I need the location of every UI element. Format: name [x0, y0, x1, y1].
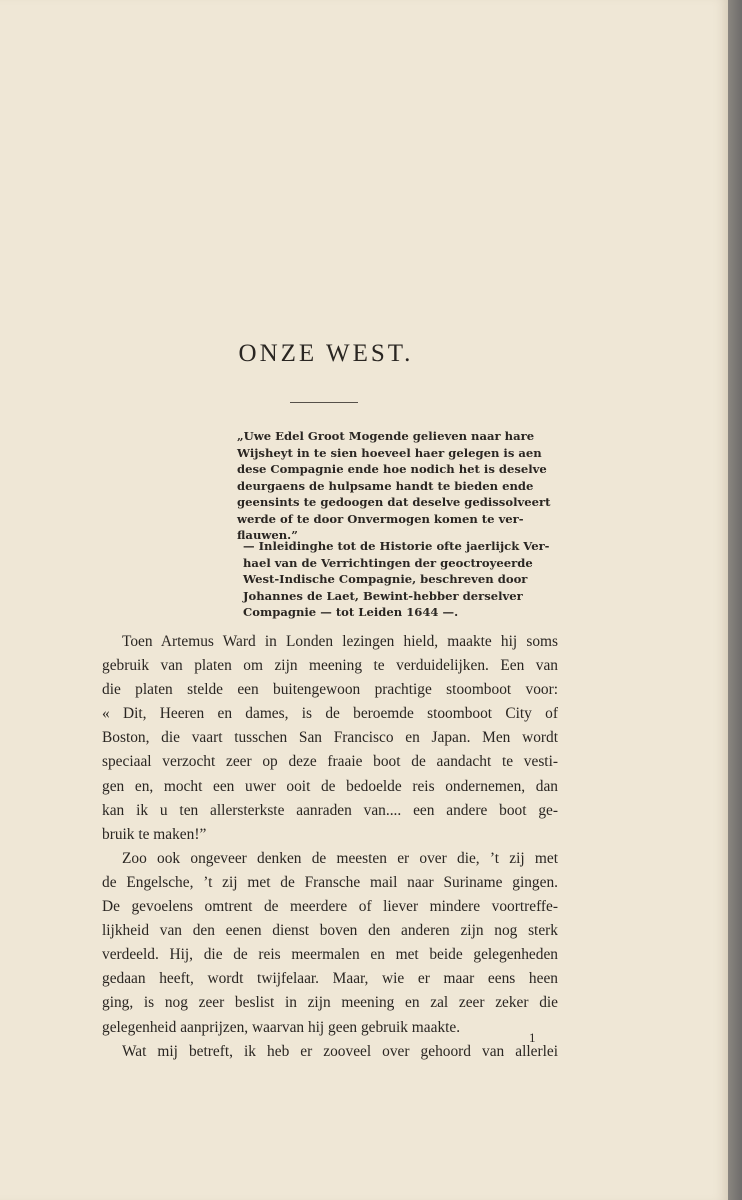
body-line: De gevoelens omtrent de meerdere of liever mindere voortreffe-	[102, 898, 558, 916]
body-line: die platen stelde een buitengewoon prachtige stoomboot voor:	[102, 681, 558, 699]
body-line: ging, is nog zeer beslist in zijn meening en zal zeer zeker die	[102, 994, 558, 1012]
epigraph-quote-line: flauwen.”	[237, 528, 298, 542]
body-line: bruik te maken!”	[102, 825, 207, 843]
body-text	[102, 630, 558, 1064]
epigraph-quote-line: „Uwe Edel Groot Mogende gelieven naar hare	[237, 429, 535, 443]
epigraph-citation	[243, 538, 563, 621]
epigraph-citation-line: hael van de Verrichtingen der geoctroyeerde	[243, 555, 533, 570]
body-line: gedaan heeft, wordt twijfelaar. Maar, wie er maar eens heen	[102, 970, 558, 988]
title-divider	[290, 402, 358, 403]
epigraph-citation-line: Compagnie — tot Leiden 1644 —.	[243, 605, 459, 619]
body-line: Boston, die vaart tusschen San Francisco en Japan. Men wordt	[102, 729, 558, 747]
epigraph-quote	[237, 428, 563, 544]
epigraph-quote-line: dese Compagnie ende hoe nodich het is deselve	[237, 462, 547, 476]
body-line: Wat mij betreft, ik heb er zooveel over gehoord van allerlei	[122, 1042, 558, 1060]
epigraph-quote-line: geensints te gedoogen dat deselve gedissolveert	[237, 495, 551, 509]
epigraph-citation-line: West-Indische Compagnie, beschreven door	[243, 572, 528, 586]
page-number: 1	[529, 1030, 536, 1045]
chapter-title: ONZE WEST.	[238, 340, 414, 367]
body-line: gelegenheid aanprijzen, waarvan hij geen gebruik maakte.	[102, 1018, 461, 1036]
body-line: lijkheid van den eenen dienst boven den anderen zijn nog sterk	[102, 922, 558, 940]
page-edge	[728, 0, 742, 1200]
epigraph-quote-line: Wijsheyt in te sien hoeveel haer gelegen is aen	[237, 445, 542, 460]
epigraph-citation-line: — Inleidinghe tot de Historie ofte jaerlijck Ver-	[243, 539, 550, 553]
body-line: kan ik u ten allersterkste aanraden van.... een andere boot ge-	[102, 801, 558, 819]
body-line: verdeeld. Hij, die de reis meermalen en met beide gelegenheden	[102, 946, 558, 964]
body-line: « Dit, Heeren en dames, is de beroemde stoomboot City of	[102, 705, 558, 723]
body-line: gebruik van platen om zijn meening te verduidelijken. Een van	[102, 657, 558, 675]
body-line: Zoo ook ongeveer denken de meesten er over die, ’t zij met	[122, 849, 558, 867]
epigraph-quote-line: deurgaens de hulpsame handt te bieden ende	[237, 478, 534, 493]
body-line: Toen Artemus Ward in Londen lezingen hield, maakte hij soms	[122, 633, 558, 650]
body-line: speciaal verzocht zeer op deze fraaie boot de aandacht te vesti-	[102, 753, 558, 771]
body-line: de Engelsche, ’t zij met de Fransche mail naar Suriname gingen.	[102, 873, 558, 891]
body-line: gen en, mocht een uwer ooit de bedoelde reis ondernemen, dan	[102, 777, 558, 795]
epigraph-citation-line: Johannes de Laet, Bewint-hebber derselver	[243, 588, 523, 603]
epigraph-quote-line: werde of te door Onvermogen komen te ver-	[237, 511, 524, 526]
